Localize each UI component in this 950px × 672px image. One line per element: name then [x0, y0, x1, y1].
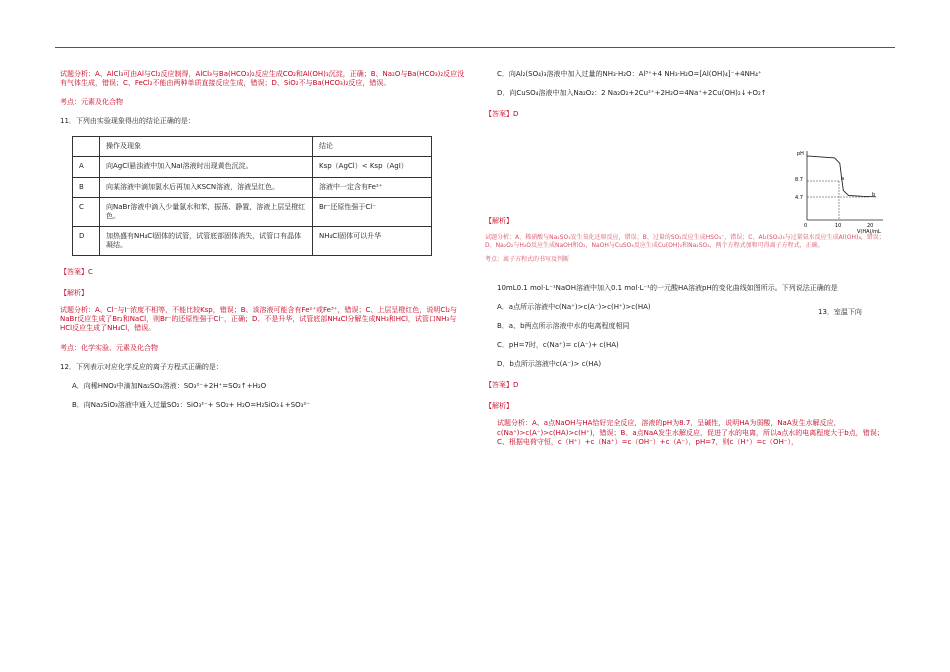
x-tick-label: 10: [835, 223, 842, 229]
table-header-row: [73, 137, 432, 157]
option-13a: A．a点所示溶液中c(Na⁺)>c(A⁻)>c(H⁺)>c(HA): [497, 302, 651, 311]
table-cell: 溶液中一定含有Fe²⁺: [313, 177, 432, 197]
jiexi-11: 【解析】: [60, 289, 88, 298]
header-rule: [55, 47, 895, 48]
x-tick-label: 0: [804, 223, 808, 229]
option-13d: D．b点所示溶液中c(A⁻)> c(HA): [497, 360, 602, 369]
answer-11: 【答案】C: [60, 268, 93, 277]
right-column: [485, 70, 890, 457]
analysis-10: 试题分析：A、AlCl₃可由Al与Cl₂反应制得，AlCl₃与Ba(HCO₃)₂反应生成CO₂和Al(OH)₃沉淀，正确；B、Na₂O与Ba(HCO₃)₂反应没有气体生成，错误；C、FeCl₂不能由两种单质直接反应生成，错误；D、SiO₂不与Ba(HCO₃)₂反应，错误。: [60, 70, 465, 88]
question-11: 11．下列由实验现象得出的结论正确的是：: [60, 117, 195, 126]
analysis-13: 试题分析：A、a点NaOH与HA恰好完全反应，溶液的pH为8.7，呈碱性，说明HA为弱酸，NaA发生水解反应，c(Na⁺)>c(A⁻)>c(HA)>c(H⁺)，错误；B、a点NaA发生水解反应，促进了水的电离，所以a点水的电离程度大于b点，错误；C、根据电荷守恒，c（H⁺）+c（Na⁺）=c（OH⁻）+c（A⁻），pH=7，则c（H⁺）=c（OH⁻），: [497, 419, 884, 446]
analysis-11: 试题分析：A、Cl⁻与I⁻浓度不相等，不能比较Ksp，错误；B、该溶液可能含有Fe²⁺或Fe³⁺，错误；C、上层呈橙红色，说明Cl₂与NaBr反应生成了Br₂和NaCl，则Br⁻的还原性强于Cl⁻，正确；D、不是升华，试管底部NH₄Cl分解生成NH₃和HCl，试管口NH₃与HCl反应生成了NH₄Cl，错误。: [60, 306, 457, 333]
x-tick-label: 20: [867, 223, 874, 229]
question-12: 12．下列表示对应化学反应的离子方程式正确的是：: [60, 362, 223, 371]
table-cell: B: [73, 177, 100, 197]
table-row: [73, 157, 432, 177]
option-13b: B．a、b两点所示溶液中水的电离程度相同: [497, 321, 630, 330]
table-row: [73, 197, 432, 226]
analysis-12: 试题分析：A、稀硝酸与Na₂SO₃发生氧化还原反应，错误；B、过量的SO₂反应生成HSO₃⁻，错误；C、Al₂(SO₄)₃与过量氨水反应生成Al(OH)₃，错误；D、Na₂O₂与H₂O反应生成NaOH和O₂，NaOH与CuSO₄反应生成Cu(OH)₂和Na₂SO₄，两个方程式加和可得离子方程式，正确。: [485, 234, 885, 250]
ph-curve-chart: [795, 145, 890, 240]
left-column: [60, 70, 465, 420]
kaodian-11: 考点：化学实验、元素及化合物: [60, 343, 158, 352]
table-cell: NH₄Cl固体可以升华: [313, 226, 432, 255]
table-cell: C: [73, 197, 100, 226]
table-cell: Br⁻还原性强于Cl⁻: [313, 197, 432, 226]
table-header-cell: [73, 137, 100, 157]
option-12c: C．向Al₂(SO₄)₃溶液中加入过量的NH₃·H₂O：Al³⁺+4 NH₃·H₂O=[Al(OH)₄]⁻+4NH₄⁺: [497, 70, 762, 78]
table-cell: 向AgCl悬浊液中加入NaI溶液时出现黄色沉淀。: [100, 157, 313, 177]
answer-13: 【答案】D: [485, 381, 519, 390]
experiment-table: [72, 136, 432, 256]
point-label-b: b: [872, 192, 876, 198]
table-cell: 向某溶液中滴加氯水后再加入KSCN溶液，溶液呈红色。: [100, 177, 313, 197]
option-12a: A．向稀HNO₃中滴加Na₂SO₃溶液：SO₃²⁻+2H⁺=SO₂↑+H₂O: [72, 381, 267, 390]
table-header-cell: 操作及现象: [100, 137, 313, 157]
kaodian-10: 考点：元素及化合物: [60, 98, 123, 107]
option-12b: B．向Na₂SiO₃溶液中通入过量SO₂：SiO₃²⁻+ SO₂+ H₂O=H₂SiO₃↓+SO₃²⁻: [72, 400, 310, 409]
point-label-a: a: [841, 176, 845, 182]
table-cell: Ksp（AgCl）< Ksp（AgI）: [313, 157, 432, 177]
table-header-cell: 结论: [313, 137, 432, 157]
y-tick-label: 8.7: [795, 177, 803, 183]
question-13: 10mL0.1 mol·L⁻¹NaOH溶液中加入0.1 mol·L⁻¹的一元酸HA溶液pH的变化曲线如图所示。下列说法正确的是: [497, 283, 838, 292]
table-row: [73, 177, 432, 197]
x-axis-label: V(HA)/mL: [857, 229, 881, 235]
question-13-number: 13．室温下向: [818, 308, 862, 316]
y-tick-label: 4.7: [795, 195, 803, 201]
table-cell: D: [73, 226, 100, 255]
table-row: [73, 226, 432, 255]
option-13c: C．pH=7时，c(Na⁺)= c(A⁻)+ c(HA): [497, 341, 619, 350]
table-cell: 向NaBr溶液中滴入少量氯水和苯，振荡、静置，溶液上层呈橙红色。: [100, 197, 313, 226]
table-cell: A: [73, 157, 100, 177]
jiexi-13: 【解析】: [485, 402, 513, 411]
jiexi-12: 【解析】: [485, 217, 513, 226]
option-12d: D．向CuSO₄溶液中加入Na₂O₂：2 Na₂O₂+2Cu²⁺+2H₂O=4Na⁺+2Cu(OH)₂↓+O₂↑: [497, 89, 767, 98]
y-axis-label: pH: [797, 151, 804, 157]
answer-12: 【答案】D: [485, 110, 519, 119]
kaodian-12: 考点：离子方程式的书写及判断: [485, 255, 570, 263]
table-cell: 加热盛有NH₄Cl固体的试管，试管底部固体消失，试管口有晶体凝结。: [100, 226, 313, 255]
